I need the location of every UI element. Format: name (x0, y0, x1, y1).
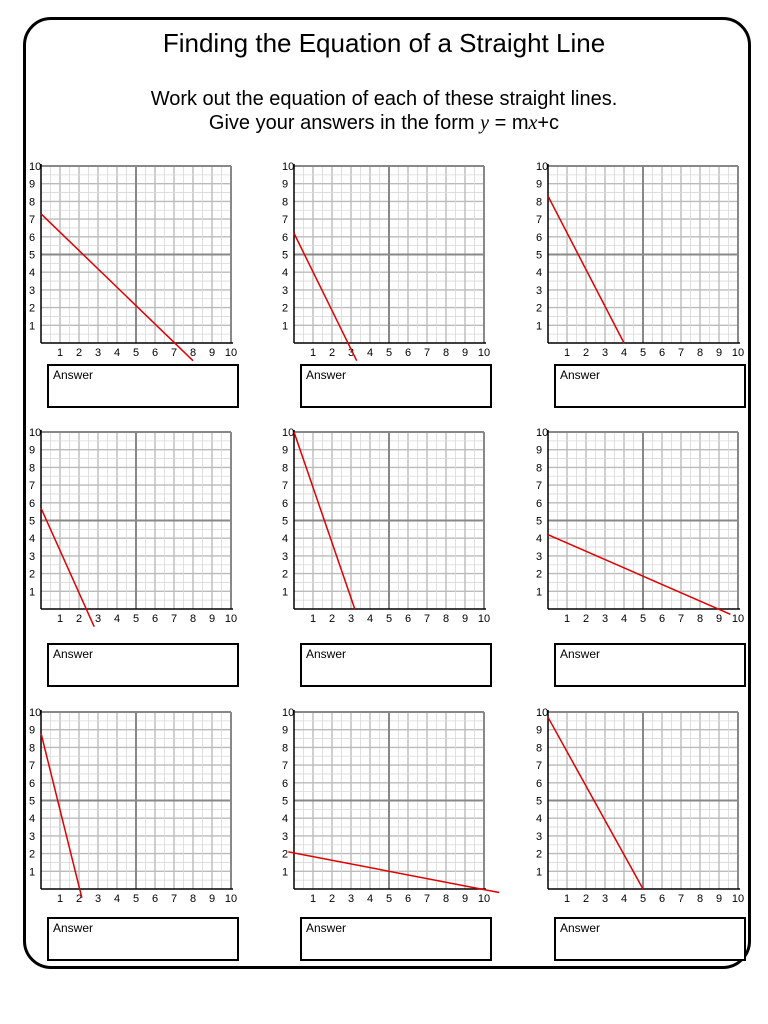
y-tick-label: 5 (282, 795, 289, 808)
y-tick-label: 1 (282, 866, 289, 879)
answer-label: Answer (306, 368, 347, 382)
x-tick-label: 2 (328, 347, 336, 359)
instruction-x: x (528, 112, 538, 134)
y-tick-label: 5 (282, 249, 289, 262)
y-tick-label: 6 (29, 777, 36, 790)
x-tick-label: 2 (328, 893, 336, 905)
x-tick-label: 8 (442, 347, 450, 359)
x-tick-label: 1 (56, 893, 64, 905)
y-tick-label: 9 (536, 178, 543, 191)
y-tick-label: 8 (536, 742, 543, 755)
graph-8 (282, 707, 499, 905)
y-tick-label: 7 (282, 480, 289, 493)
y-tick-label: 6 (29, 231, 36, 244)
y-tick-label: 5 (536, 515, 543, 528)
x-tick-label: 9 (208, 613, 216, 625)
x-tick-label: 9 (461, 347, 469, 359)
y-tick-label: 10 (282, 161, 295, 173)
answer-box-2[interactable] (300, 364, 492, 408)
x-tick-label: 9 (208, 347, 216, 359)
y-tick-label: 7 (29, 214, 36, 227)
x-tick-label: 9 (715, 347, 723, 359)
y-tick-label: 3 (282, 830, 289, 843)
answer-box-8[interactable] (300, 917, 492, 961)
y-tick-label: 5 (536, 249, 543, 262)
answer-box-5[interactable] (300, 643, 492, 687)
x-tick-label: 6 (151, 893, 159, 905)
instruction-eq: = m (489, 112, 529, 134)
y-tick-label: 4 (29, 267, 36, 280)
y-tick-label: 1 (29, 586, 36, 599)
x-tick-label: 9 (461, 613, 469, 625)
x-tick-label: 9 (208, 893, 216, 905)
y-tick-label: 2 (536, 848, 543, 861)
y-tick-label: 5 (29, 795, 36, 808)
graph-line (548, 535, 730, 615)
y-tick-label: 9 (29, 178, 36, 191)
y-tick-label: 4 (536, 533, 543, 546)
y-tick-label: 7 (536, 480, 543, 493)
x-tick-label: 7 (423, 893, 431, 905)
x-tick-label: 1 (309, 347, 317, 359)
y-tick-label: 2 (536, 302, 543, 315)
y-tick-label: 9 (282, 444, 289, 457)
answer-box-3[interactable] (554, 364, 746, 408)
y-tick-label: 10 (29, 427, 42, 439)
x-tick-label: 5 (639, 893, 647, 905)
x-tick-label: 4 (620, 347, 628, 359)
x-tick-label: 8 (442, 893, 450, 905)
y-tick-label: 9 (536, 724, 543, 737)
x-tick-label: 5 (639, 347, 647, 359)
x-tick-label: 5 (639, 613, 647, 625)
graph-9 (536, 707, 744, 905)
x-tick-label: 9 (461, 893, 469, 905)
graph-3 (536, 161, 744, 359)
y-tick-label: 7 (282, 760, 289, 773)
x-tick-label: 7 (677, 893, 685, 905)
instruction-prefix: Give your answers in the form (208, 112, 481, 134)
y-tick-label: 6 (29, 497, 36, 510)
y-tick-label: 4 (282, 267, 289, 280)
y-tick-label: 1 (282, 586, 289, 599)
y-tick-label: 4 (536, 267, 543, 280)
x-tick-label: 2 (582, 347, 590, 359)
y-tick-label: 2 (282, 568, 289, 581)
x-tick-label: 6 (404, 347, 412, 359)
y-tick-label: 9 (282, 178, 289, 191)
answer-label: Answer (53, 647, 94, 661)
x-tick-label: 4 (366, 613, 374, 625)
x-tick-label: 5 (385, 347, 393, 359)
x-tick-label: 7 (423, 613, 431, 625)
x-tick-label: 2 (75, 347, 83, 359)
y-tick-label: 5 (282, 515, 289, 528)
y-tick-label: 4 (282, 533, 289, 546)
y-tick-label: 2 (282, 302, 289, 315)
y-tick-label: 8 (29, 742, 36, 755)
answer-label: Answer (560, 368, 601, 382)
x-tick-label: 8 (442, 613, 450, 625)
x-tick-label: 3 (601, 613, 609, 625)
y-tick-label: 8 (536, 462, 543, 475)
y-tick-label: 9 (282, 724, 289, 737)
x-tick-label: 2 (582, 893, 590, 905)
x-tick-label: 8 (696, 893, 704, 905)
x-tick-label: 2 (75, 613, 83, 625)
answer-box-4[interactable] (47, 643, 239, 687)
x-tick-label: 1 (56, 613, 64, 625)
answer-label: Answer (53, 368, 94, 382)
y-tick-label: 10 (29, 707, 42, 719)
answer-box-1[interactable] (47, 364, 239, 408)
x-tick-label: 5 (385, 613, 393, 625)
y-tick-label: 6 (536, 497, 543, 510)
y-tick-label: 2 (29, 848, 36, 861)
y-tick-label: 5 (536, 795, 543, 808)
x-tick-label: 7 (677, 347, 685, 359)
y-tick-label: 9 (536, 444, 543, 457)
x-tick-label: 9 (715, 893, 723, 905)
x-tick-label: 10 (224, 613, 238, 625)
x-tick-label: 5 (132, 893, 140, 905)
y-tick-label: 6 (282, 777, 289, 790)
x-tick-label: 7 (677, 613, 685, 625)
y-tick-label: 9 (29, 724, 36, 737)
y-tick-label: 7 (536, 214, 543, 227)
x-tick-label: 10 (477, 613, 491, 625)
y-tick-label: 10 (536, 161, 549, 173)
x-tick-label: 4 (113, 613, 121, 625)
y-tick-label: 4 (282, 813, 289, 826)
answer-label: Answer (306, 921, 347, 935)
x-tick-label: 8 (696, 613, 704, 625)
y-tick-label: 10 (282, 707, 295, 719)
y-tick-label: 8 (282, 462, 289, 475)
x-tick-label: 4 (113, 893, 121, 905)
y-tick-label: 3 (282, 550, 289, 563)
graph-4 (29, 427, 237, 627)
x-tick-label: 8 (696, 347, 704, 359)
x-tick-label: 9 (715, 613, 723, 625)
answer-box-7[interactable] (47, 917, 239, 961)
x-tick-label: 6 (404, 893, 412, 905)
x-tick-label: 1 (309, 613, 317, 625)
x-tick-label: 6 (151, 613, 159, 625)
answer-label: Answer (560, 921, 601, 935)
x-tick-label: 1 (563, 347, 571, 359)
x-tick-label: 4 (620, 613, 628, 625)
y-tick-label: 1 (282, 320, 289, 333)
answer-label: Answer (306, 647, 347, 661)
y-tick-label: 1 (536, 320, 543, 333)
y-tick-label: 3 (536, 284, 543, 297)
y-tick-label: 2 (536, 568, 543, 581)
x-tick-label: 10 (224, 893, 238, 905)
y-tick-label: 1 (536, 866, 543, 879)
x-tick-label: 3 (347, 613, 355, 625)
y-tick-label: 8 (282, 742, 289, 755)
x-tick-label: 6 (658, 347, 666, 359)
x-tick-label: 10 (731, 613, 745, 625)
instruction-y: y (480, 112, 490, 134)
y-tick-label: 9 (29, 444, 36, 457)
x-tick-label: 6 (404, 613, 412, 625)
x-tick-label: 10 (224, 347, 238, 359)
graph-line (288, 852, 499, 893)
y-tick-label: 10 (282, 427, 295, 439)
x-tick-label: 3 (601, 893, 609, 905)
y-tick-label: 6 (282, 497, 289, 510)
y-tick-label: 1 (536, 586, 543, 599)
x-tick-label: 1 (563, 893, 571, 905)
x-tick-label: 2 (582, 613, 590, 625)
x-tick-label: 10 (477, 893, 491, 905)
y-tick-label: 10 (536, 427, 549, 439)
graph-6 (536, 427, 744, 625)
y-tick-label: 3 (29, 284, 36, 297)
y-tick-label: 5 (29, 515, 36, 528)
y-tick-label: 10 (536, 707, 549, 719)
x-tick-label: 3 (347, 893, 355, 905)
answer-label: Answer (53, 921, 94, 935)
graph-5 (282, 427, 490, 625)
y-tick-label: 3 (282, 284, 289, 297)
x-tick-label: 5 (132, 347, 140, 359)
x-tick-label: 8 (189, 613, 197, 625)
y-tick-label: 6 (536, 231, 543, 244)
x-tick-label: 3 (347, 347, 355, 359)
y-tick-label: 6 (536, 777, 543, 790)
answer-label: Answer (560, 647, 601, 661)
y-tick-label: 6 (282, 231, 289, 244)
x-tick-label: 10 (731, 347, 745, 359)
x-tick-label: 4 (366, 347, 374, 359)
y-tick-label: 3 (29, 550, 36, 563)
graph-1 (29, 161, 237, 361)
x-tick-label: 6 (658, 893, 666, 905)
y-tick-label: 10 (29, 161, 42, 173)
y-tick-label: 1 (29, 320, 36, 333)
x-tick-label: 2 (75, 893, 83, 905)
x-tick-label: 4 (620, 893, 628, 905)
x-tick-label: 1 (56, 347, 64, 359)
x-tick-label: 7 (423, 347, 431, 359)
y-tick-label: 8 (29, 196, 36, 209)
answer-box-6[interactable] (554, 643, 746, 687)
x-tick-label: 4 (366, 893, 374, 905)
y-tick-label: 8 (536, 196, 543, 209)
y-tick-label: 8 (282, 196, 289, 209)
x-tick-label: 3 (601, 347, 609, 359)
x-tick-label: 2 (328, 613, 336, 625)
x-tick-label: 8 (189, 347, 197, 359)
y-tick-label: 1 (29, 866, 36, 879)
graph-7 (29, 707, 237, 905)
y-tick-label: 2 (282, 848, 289, 861)
x-tick-label: 1 (309, 893, 317, 905)
instruction-suffix: +c (537, 112, 560, 134)
worksheet-title: Finding the Equation of a Straight Line (162, 28, 606, 58)
x-tick-label: 1 (563, 613, 571, 625)
x-tick-label: 3 (94, 347, 102, 359)
y-tick-label: 7 (536, 760, 543, 773)
y-tick-label: 3 (536, 550, 543, 563)
y-tick-label: 3 (536, 830, 543, 843)
x-tick-label: 4 (113, 347, 121, 359)
x-tick-label: 10 (477, 347, 491, 359)
y-tick-label: 4 (29, 533, 36, 546)
answer-box-9[interactable] (554, 917, 746, 961)
y-tick-label: 5 (29, 249, 36, 262)
x-tick-label: 7 (170, 613, 178, 625)
y-tick-label: 7 (282, 214, 289, 227)
graph-2 (282, 161, 490, 361)
y-tick-label: 2 (29, 568, 36, 581)
x-tick-label: 8 (189, 893, 197, 905)
x-tick-label: 7 (170, 893, 178, 905)
y-tick-label: 8 (29, 462, 36, 475)
graph-line (41, 733, 82, 898)
x-tick-label: 7 (170, 347, 178, 359)
instruction-line-1: Work out the equation of each of these straight lines. (150, 88, 618, 110)
y-tick-label: 7 (29, 480, 36, 493)
x-tick-label: 5 (132, 613, 140, 625)
x-tick-label: 6 (658, 613, 666, 625)
x-tick-label: 10 (731, 893, 745, 905)
x-tick-label: 3 (94, 893, 102, 905)
y-tick-label: 4 (536, 813, 543, 826)
y-tick-label: 7 (29, 760, 36, 773)
x-tick-label: 5 (385, 893, 393, 905)
x-tick-label: 6 (151, 347, 159, 359)
x-tick-label: 3 (94, 613, 102, 625)
y-tick-label: 4 (29, 813, 36, 826)
y-tick-label: 3 (29, 830, 36, 843)
y-tick-label: 2 (29, 302, 36, 315)
